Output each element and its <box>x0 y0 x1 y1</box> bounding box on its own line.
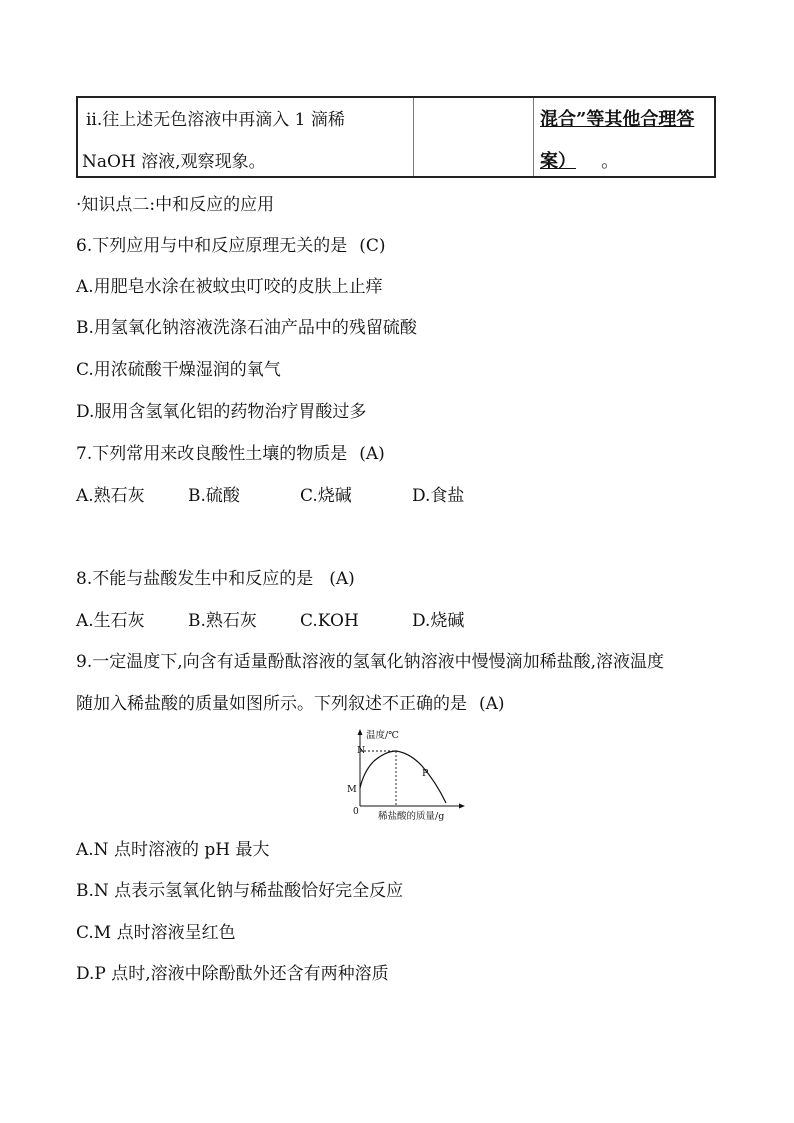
q9-option-b: B.N 点表示氢氧化钠与稀盐酸恰好完全反应 <box>76 881 404 901</box>
q8-stem <box>76 568 355 590</box>
q7-options <box>76 485 464 507</box>
table-cell-conclusion <box>534 98 714 176</box>
q7-stem-text: 7.下列常用来改良酸性土壤的物质是 <box>76 444 348 464</box>
q7-answer: (A) <box>359 444 385 464</box>
q6-option-b: B.用氢氧化钠溶液洗涤石油产品中的残留硫酸 <box>76 318 417 338</box>
x-axis-label: 稀盐酸的质量/g <box>378 811 445 822</box>
conclusion-line-1: 混合”等其他合理答 <box>540 109 695 130</box>
q8-option-b: B.熟石灰 <box>188 611 257 631</box>
q8-answer: (A) <box>329 569 355 589</box>
q6-option-d: D.服用含氢氧化铝的药物治疗胃酸过多 <box>76 402 367 422</box>
q6-stem-text: 6.下列应用与中和反应原理无关的是 <box>76 236 348 256</box>
conclusion-underlined: 案） <box>540 151 576 172</box>
q6-option-a: A.用肥皂水涂在被蚊虫叮咬的皮肤上止痒 <box>76 277 383 297</box>
operation-line-2: NaOH 溶液,观察现象。 <box>82 152 266 172</box>
point-p-label: P <box>422 768 429 779</box>
q8-stem-text: 8.不能与盐酸发生中和反应的是 <box>76 569 314 589</box>
q6-option-c: C.用浓硫酸干燥湿润的氧气 <box>76 360 281 380</box>
point-n-label: N <box>357 745 366 756</box>
q8-options <box>76 610 464 632</box>
q9-option-c: C.M 点时溶液呈红色 <box>76 923 236 943</box>
q7-option-c: C.烧碱 <box>300 486 352 506</box>
conclusion-tail: 。 <box>601 151 620 172</box>
table-cell-operation <box>78 98 414 176</box>
temperature-curve-figure <box>336 726 466 822</box>
origin-label: 0 <box>353 807 359 817</box>
q9-answer: (A) <box>479 694 505 714</box>
y-axis-arrow <box>358 729 363 735</box>
conclusion-line-2 <box>540 152 619 172</box>
q8-option-c: C.KOH <box>300 611 359 631</box>
q7-stem <box>76 443 385 465</box>
table-cell-phenomenon <box>414 98 534 176</box>
temperature-curve <box>360 751 446 803</box>
q9-option-a: A.N 点时溶液的 pH 最大 <box>76 840 270 860</box>
experiment-table <box>76 96 716 178</box>
q6-stem <box>76 235 386 257</box>
q9-option-d: D.P 点时,溶液中除酚酞外还含有两种溶质 <box>76 964 389 984</box>
q9-stem-line-1: 9.一定温度下,向含有适量酚酞溶液的氢氧化钠溶液中慢慢滴加稀盐酸,溶液温度 <box>76 652 665 672</box>
q6-answer: (C) <box>359 236 386 256</box>
point-m-label: M <box>347 784 357 795</box>
operation-line-1: ii.往上述无色溶液中再滴入 1 滴稀 <box>86 110 345 130</box>
q7-option-a: A.熟石灰 <box>76 486 145 506</box>
section-heading: ·知识点二:中和反应的应用 <box>76 195 275 215</box>
q9-stem-text: 随加入稀盐酸的质量如图所示。下列叙述不正确的是 <box>76 694 467 714</box>
q8-option-d: D.烧碱 <box>412 611 465 631</box>
q7-option-d: D.食盐 <box>412 486 465 506</box>
y-axis-label: 温度/℃ <box>366 730 399 741</box>
q7-option-b: B.硫酸 <box>188 486 240 506</box>
q9-stem-line-2 <box>76 693 505 715</box>
x-axis-arrow <box>459 804 465 809</box>
q8-option-a: A.生石灰 <box>76 611 145 631</box>
